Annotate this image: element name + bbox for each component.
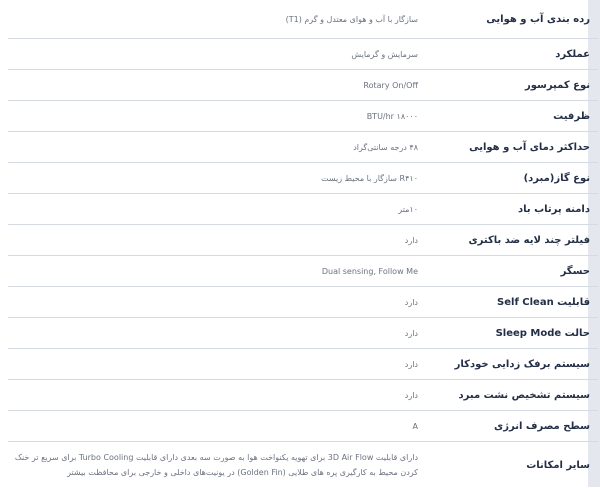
spec-value: سرمایش و گرمایش [351,49,418,59]
spec-row-max-temperature [8,132,598,163]
spec-label: فیلتر چند لایه ضد باکتری [468,234,590,246]
spec-row-compressor [8,70,598,101]
spec-row-climate-class [8,0,598,39]
spec-value: BTU/hr ۱۸۰۰۰ [366,111,418,121]
spec-value: دارد [404,235,418,245]
spec-row-energy-class [8,411,598,442]
spec-label: عملکرد [555,48,590,60]
spec-label: حسگر [560,265,590,277]
spec-row-leak-detection [8,380,598,411]
spec-label: رده بندی آب و هوایی [486,13,590,25]
spec-row-function [8,39,598,70]
spec-row-auto-defrost [8,349,598,380]
spec-label: حالت Sleep Mode [495,327,590,339]
spec-label: نوع کمپرسور [524,79,590,91]
spec-label: حداکثر دمای آب و هوایی [469,141,590,153]
spec-row-filter [8,225,598,256]
spec-label: سیستم برفک زدایی خودکار [454,358,590,370]
spec-value: سازگار با آب و هوای معتدل و گرم (T1) [285,14,418,24]
spec-row-air-throw [8,194,598,225]
spec-label: سیستم تشخیص نشت مبرد [458,389,590,401]
spec-row-refrigerant [8,163,598,194]
spec-row-other-features [8,442,598,488]
spec-label: دامنه پرتاب باد [517,203,590,215]
specifications-table [8,0,598,488]
spec-row-self-clean [8,287,598,318]
spec-value: دارد [404,359,418,369]
spec-label: ظرفیت [553,110,590,122]
spec-label: قابلیت Self Clean [497,296,590,308]
spec-value: دارد [404,297,418,307]
spec-value: دارد [404,390,418,400]
spec-value: Dual sensing, Follow Me [321,266,418,276]
spec-label: سایر امکانات [526,459,590,471]
spec-value: ۱۰متر [398,204,418,214]
spec-value: دارای قابلیت 3D Air Flow برای تهویه یکنواخت هوا به صورت سه بعدی دارای قابلیت Turbo Cooling برای سریع تر خنک کردن محیط به کارگیری پره های طلایی (Golden Fin) در یونیت‌های داخلی و خارجی برای محافظت بیشتر [14,453,418,477]
spec-value: دارد [404,328,418,338]
spec-row-sleep-mode [8,318,598,349]
spec-row-capacity [8,101,598,132]
spec-value: A [412,421,418,431]
spec-value: Rotary On/Off [363,80,418,90]
spec-value: ۴۸ درجه سانتی‌گراد [353,142,418,152]
spec-label: نوع گاز(مبرد) [523,172,590,184]
spec-row-sensor [8,256,598,287]
spec-label: سطح مصرف انرژی [494,420,590,432]
spec-value: R۴۱۰ سازگار با محیط زیست [321,173,418,183]
